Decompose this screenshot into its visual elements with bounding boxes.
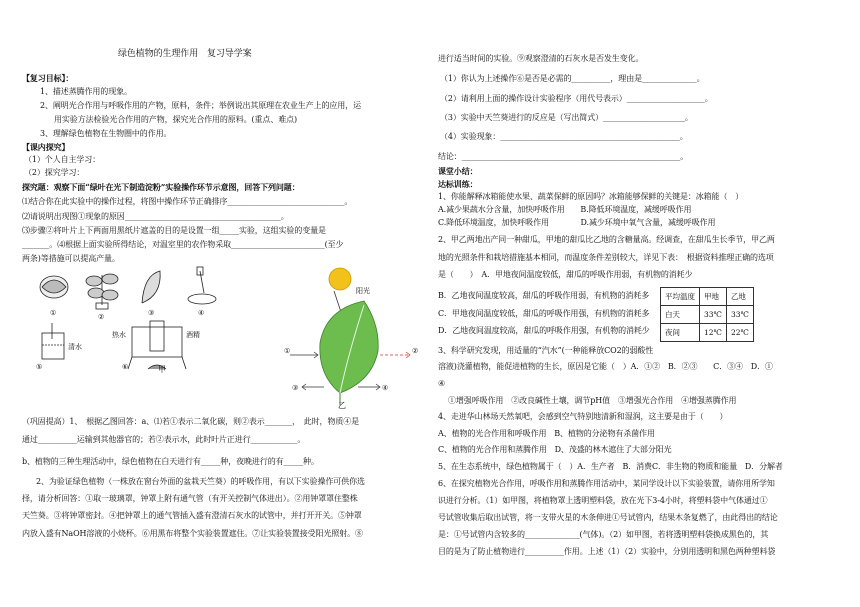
text-line: 择，请分析回答：①取一玻璃罩，钟罩上附有通气管（有开关控制气体进出）。②用钟罩罩住整株 bbox=[22, 494, 358, 503]
text-line: 2、阐明光合作用与呼吸作用的产物，原料，条件；举例说出其原理在农业生产上的应用，运 bbox=[40, 101, 361, 110]
text-line: 探究题：观察下面“绿叶在光下制造淀粉”实验操作环节示意图，回答下列问题： bbox=[22, 182, 300, 192]
figure-yi-caption: 乙 bbox=[338, 401, 346, 410]
sun-label: 阳光 bbox=[356, 287, 370, 295]
text-line: b、植物的三种生理活动中，绿色植物在白天进行有_____种，夜晚进行的有_____种。 bbox=[22, 457, 319, 466]
fig-label: ② bbox=[98, 313, 105, 321]
table-row bbox=[661, 324, 754, 342]
text-line: 用实验方法检验光合作用的产物，探究光合作用的原料。(重点、难点) bbox=[54, 115, 298, 124]
text-line: ⑴结合你在此实验中的操作过程，将图中操作环节正确排序______________________________。 bbox=[22, 197, 353, 206]
text-line: ④ bbox=[438, 379, 446, 388]
table-header: 甲地 bbox=[700, 288, 727, 306]
text-line: （2）探究学习： bbox=[24, 168, 85, 177]
text-line: _______。⑷根据上面实验所得结论，对温室里的农作物采取________________________(至少 bbox=[22, 240, 344, 249]
text-line: 通过__________运输到其他器官的；若②表示水，此时叶片正进行____________。 bbox=[22, 435, 306, 444]
table-cell: 33℃ bbox=[726, 306, 753, 324]
text-line: 1、描述蒸腾作用的现象。 bbox=[40, 87, 132, 96]
text-line: C、植物的光合作用和蒸腾作用 D、茂盛的林木遮住了大部分阳光 bbox=[438, 445, 672, 454]
fig-label: ① bbox=[50, 309, 57, 317]
text-line: （4）实验现象：______________________________________________。 bbox=[440, 132, 688, 141]
text-line: 6、在探究植物光合作用，呼吸作用和蒸腾作用活动中，某同学设计以下实验装置，请你用所学知 bbox=[438, 479, 775, 488]
text-line: 识进行分析。（1）如甲图，将植物罩上透明塑料袋，放在光下3-4小时，将塑料袋中气体通过① bbox=[438, 496, 768, 505]
text-line: 2、甲乙两地出产同一种甜瓜，甲地的甜瓜比乙地的含糖量高。经调查，在甜瓜生长季节，甲乙两 bbox=[438, 235, 775, 244]
text-line: ①增强呼吸作用 ②改良碱性土壤，调节pH值 ③增强光合作用 ④增强蒸腾作用 bbox=[448, 396, 737, 405]
text-line: ⑵请说明出现图①现象的原因________________________________________。 bbox=[22, 212, 289, 221]
text-line: 【课内探究】 bbox=[22, 142, 70, 152]
text-line: 3、理解绿色植物在生物圈中的作用。 bbox=[40, 129, 172, 138]
text-line: A.减少果蔬水分含量，加快呼吸作用 B.降低环境温度，减缓呼吸作用 bbox=[438, 205, 692, 214]
table-header: 乙地 bbox=[726, 288, 753, 306]
figure-yi bbox=[284, 265, 430, 410]
text-line: 目的是为了防止植物进行__________作用。上述（1）（2）实验中，分别用透明和黑色两种塑料袋 bbox=[438, 547, 776, 556]
text-line: 天竺葵。③将钟罩密封。④把钟罩上的通气管插入盛有澄清石灰水的试管中，并打开开关。⑤钟罩 bbox=[22, 511, 362, 520]
text-line: 5、在生态系统中，绿色植物属于（ ）A．生产者 B．消费C．非生物的物质和能量 D．分解者 bbox=[438, 462, 783, 471]
fig-label: ③ bbox=[148, 309, 155, 317]
text-line: C．甲地夜间温度较低，甜瓜的呼吸作用强，有机物的消耗多 bbox=[438, 309, 650, 318]
table-cell: 白天 bbox=[661, 306, 700, 324]
text-line: ⑶步骤②将叶片上下两面用黑纸片遮盖的目的是设置一组_____实验，这组实验的变量是 bbox=[22, 226, 326, 235]
text-line: 地的光照条件和栽培措施基本相同，而温度条件差别较大，详见下表： 根据资料推理正确的选项 bbox=[438, 253, 774, 262]
fig-text: 热水 bbox=[112, 331, 126, 339]
figure-jia bbox=[32, 265, 302, 375]
fig-label: ⑤ bbox=[36, 363, 43, 371]
text-line: 4、走进华山林场天然氧吧，会感到空气特别地清新和湿润，这主要是由于（ ） bbox=[438, 412, 728, 421]
fig-mark: ③ bbox=[292, 384, 299, 392]
fig-label: ⑥ bbox=[122, 363, 129, 371]
text-line: 2、为验证绿色植物（一株放在窗台外面的盆栽天竺葵）的呼吸作用，有以下实验操作可供你选 bbox=[36, 477, 365, 486]
table-row bbox=[661, 306, 754, 324]
text-line: （2）请利用上面的操作设计实验程序（用代号表示）____________________。 bbox=[440, 94, 713, 103]
text-line: 课堂小结： bbox=[438, 166, 478, 176]
table-cell: 22℃ bbox=[726, 324, 753, 342]
text-line: 【复习目标】： bbox=[22, 73, 74, 83]
table-header: 平均温度 bbox=[661, 288, 700, 306]
text-line: 达标训练： bbox=[438, 179, 478, 189]
table-cell: 夜间 bbox=[661, 324, 700, 342]
text-line: （1）你认为上述操作⑥是否是必需的__________，理由是______________。 bbox=[440, 74, 705, 83]
text-line: 1、你能解释冰箱能使水果、蔬菜保鲜的原因吗？冰箱能够保鲜的关键是：冰箱能（ ） bbox=[438, 192, 744, 201]
text-line: 溶液)浇灌植物，能促进植物的生长，原因是它能（ ）A．①② B．②③ C．③④ D．① bbox=[438, 362, 773, 371]
fig-text: 清水 bbox=[68, 343, 82, 351]
table-row bbox=[661, 288, 754, 306]
text-line: （3）实验中天竺葵进行的反应是（写出简式）_____________________。 bbox=[440, 113, 693, 122]
text-line: D．乙地夜间温度较高，甜瓜的呼吸作用强，有机物的消耗少 bbox=[438, 326, 650, 335]
temperature-table bbox=[660, 287, 754, 342]
page-title: 绿色植物的生理作用 复习导学案 bbox=[118, 49, 252, 59]
text-line: 是：①号试管内含较多的______________(气体)。（2）如甲图，若将透明塑料袋换成黑色的，其 bbox=[438, 530, 769, 539]
text-line: 结论：________________________________________________________。 bbox=[438, 152, 689, 161]
fig-mark: ② bbox=[412, 347, 419, 355]
text-line: 两条)等措施可以提高产量。 bbox=[22, 254, 120, 263]
fig-mark: ① bbox=[284, 347, 291, 355]
table-cell: 33℃ bbox=[700, 306, 727, 324]
text-line: C.降低环境温度，加快呼吸作用 D.减少环境中氧气含量，减缓呼吸作用 bbox=[438, 218, 716, 227]
text-line: （1）个人自主学习： bbox=[24, 155, 101, 164]
text-line: 进行适当时间的实验。⑨观察澄清的石灰水是否发生变化。 bbox=[438, 54, 644, 63]
text-line: B．乙地夜间温度较高，甜瓜的呼吸作用弱，有机物的消耗多 bbox=[438, 291, 650, 300]
sun-icon bbox=[329, 268, 351, 290]
text-line: 内放入盛有NaOH溶液的小烧杯。⑥用黑布将整个实验装置遮住。⑦让实验装置接受阳光照射。⑧ bbox=[22, 529, 363, 538]
fig-text: 酒精 bbox=[186, 331, 200, 339]
text-line: 3、科学研究发现，用适量的“汽水”(一种能释放CO2的弱酸性 bbox=[438, 346, 654, 355]
figure-jia-caption: 甲 bbox=[158, 365, 166, 374]
text-line: 号试管收集后取出试管，将一支带火星的木条伸进①号试管内，结果木条复燃了，由此得出的结论 bbox=[438, 513, 778, 522]
text-line: 是（ ） A．甲地夜间温度较低，甜瓜的呼吸作用弱，有机物的消耗少 bbox=[438, 270, 693, 279]
text-line: A、植物的光合作用和呼吸作用 B、植物的分泌物有杀菌作用 bbox=[438, 429, 655, 438]
text-line: （巩固提高）1、 根据乙图回答：a、⑴若①表示二氧化碳，则②表示_______， 此时，物质④是 bbox=[22, 417, 360, 426]
table-cell: 12℃ bbox=[700, 324, 727, 342]
fig-label: ④ bbox=[198, 309, 205, 317]
fig-mark: ④ bbox=[382, 384, 389, 392]
